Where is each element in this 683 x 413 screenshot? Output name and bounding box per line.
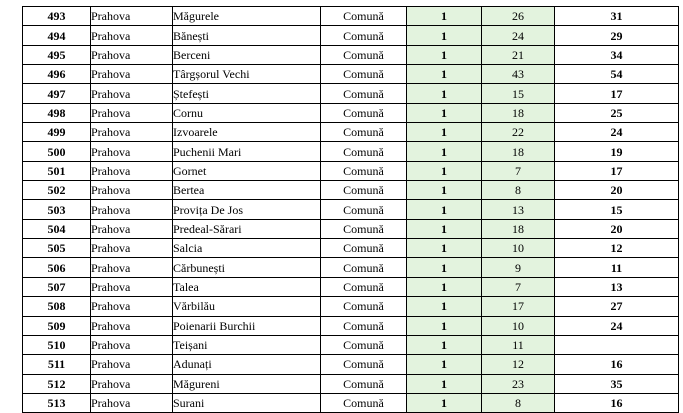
value-a-cell: 1 (407, 335, 482, 354)
value-b-cell: 11 (482, 335, 555, 354)
value-a-cell: 1 (407, 45, 482, 64)
locality-name-cell: Bănești (173, 26, 321, 45)
value-b-cell: 23 (482, 374, 555, 393)
locality-name-cell: Cărbunești (173, 258, 321, 277)
total-cell: 16 (555, 355, 679, 374)
county-cell: Prahova (91, 65, 173, 84)
value-a-cell: 1 (407, 200, 482, 219)
county-cell: Prahova (91, 393, 173, 412)
table-row (23, 297, 679, 316)
county-cell: Prahova (91, 219, 173, 238)
locality-type-cell: Comună (321, 7, 407, 26)
table-row (23, 123, 679, 142)
value-a-cell: 1 (407, 297, 482, 316)
table-row (23, 258, 679, 277)
table-row (23, 26, 679, 45)
table-row (23, 142, 679, 161)
locality-type-cell: Comună (321, 84, 407, 103)
value-b-cell: 18 (482, 219, 555, 238)
table-row (23, 181, 679, 200)
value-a-cell: 1 (407, 161, 482, 180)
locality-name-cell: Salcia (173, 239, 321, 258)
value-a-cell: 1 (407, 7, 482, 26)
locality-type-cell: Comună (321, 142, 407, 161)
table-row (23, 103, 679, 122)
table-row (23, 219, 679, 238)
locality-name-cell: Poienarii Burchii (173, 316, 321, 335)
locality-name-cell: Bertea (173, 181, 321, 200)
total-cell: 17 (555, 161, 679, 180)
value-b-cell: 12 (482, 355, 555, 374)
locality-type-cell: Comună (321, 374, 407, 393)
locality-name-cell: Măgurele (173, 7, 321, 26)
row-number-cell: 511 (23, 355, 91, 374)
locality-type-cell: Comună (321, 355, 407, 374)
locality-type-cell: Comună (321, 297, 407, 316)
locality-type-cell: Comună (321, 316, 407, 335)
county-cell: Prahova (91, 142, 173, 161)
table-body (23, 7, 679, 413)
value-b-cell: 8 (482, 393, 555, 412)
locality-type-cell: Comună (321, 65, 407, 84)
row-number-cell: 507 (23, 277, 91, 296)
value-b-cell: 10 (482, 316, 555, 335)
value-b-cell: 26 (482, 7, 555, 26)
total-cell: 16 (555, 393, 679, 412)
table-row (23, 355, 679, 374)
total-cell: 25 (555, 103, 679, 122)
row-number-cell: 497 (23, 84, 91, 103)
value-a-cell: 1 (407, 258, 482, 277)
value-b-cell: 43 (482, 65, 555, 84)
total-cell: 31 (555, 7, 679, 26)
locality-name-cell: Târgșorul Vechi (173, 65, 321, 84)
row-number-cell: 505 (23, 239, 91, 258)
value-a-cell: 1 (407, 65, 482, 84)
value-b-cell: 18 (482, 103, 555, 122)
locality-type-cell: Comună (321, 161, 407, 180)
value-b-cell: 17 (482, 297, 555, 316)
total-cell: 20 (555, 181, 679, 200)
value-b-cell: 13 (482, 200, 555, 219)
row-number-cell: 495 (23, 45, 91, 64)
county-cell: Prahova (91, 26, 173, 45)
value-b-cell: 24 (482, 26, 555, 45)
value-a-cell: 1 (407, 103, 482, 122)
locality-type-cell: Comună (321, 200, 407, 219)
row-number-cell: 508 (23, 297, 91, 316)
row-number-cell: 510 (23, 335, 91, 354)
table-row (23, 84, 679, 103)
table-row (23, 277, 679, 296)
locality-name-cell: Cornu (173, 103, 321, 122)
county-cell: Prahova (91, 7, 173, 26)
row-number-cell: 506 (23, 258, 91, 277)
total-cell: 13 (555, 277, 679, 296)
county-cell: Prahova (91, 181, 173, 200)
value-b-cell: 8 (482, 181, 555, 200)
total-cell: 24 (555, 123, 679, 142)
row-number-cell: 501 (23, 161, 91, 180)
locality-name-cell: Provița De Jos (173, 200, 321, 219)
county-cell: Prahova (91, 84, 173, 103)
locality-name-cell: Gornet (173, 161, 321, 180)
value-b-cell: 10 (482, 239, 555, 258)
total-cell: 15 (555, 200, 679, 219)
value-a-cell: 1 (407, 26, 482, 45)
row-number-cell: 496 (23, 65, 91, 84)
localities-table (22, 6, 679, 413)
row-number-cell: 502 (23, 181, 91, 200)
total-cell: 54 (555, 65, 679, 84)
locality-name-cell: Teișani (173, 335, 321, 354)
row-number-cell: 509 (23, 316, 91, 335)
value-a-cell: 1 (407, 181, 482, 200)
locality-name-cell: Talea (173, 277, 321, 296)
table-row (23, 316, 679, 335)
total-cell: 27 (555, 297, 679, 316)
value-a-cell: 1 (407, 84, 482, 103)
row-number-cell: 512 (23, 374, 91, 393)
row-number-cell: 494 (23, 26, 91, 45)
locality-name-cell: Izvoarele (173, 123, 321, 142)
locality-name-cell: Măgureni (173, 374, 321, 393)
locality-type-cell: Comună (321, 103, 407, 122)
locality-type-cell: Comună (321, 181, 407, 200)
row-number-cell: 504 (23, 219, 91, 238)
value-a-cell: 1 (407, 123, 482, 142)
table-row (23, 161, 679, 180)
total-cell: 34 (555, 45, 679, 64)
county-cell: Prahova (91, 258, 173, 277)
value-a-cell: 1 (407, 219, 482, 238)
locality-name-cell: Vărbilău (173, 297, 321, 316)
county-cell: Prahova (91, 316, 173, 335)
table-row (23, 239, 679, 258)
row-number-cell: 513 (23, 393, 91, 412)
county-cell: Prahova (91, 123, 173, 142)
locality-type-cell: Comună (321, 393, 407, 412)
value-a-cell: 1 (407, 316, 482, 335)
value-b-cell: 15 (482, 84, 555, 103)
total-cell: 12 (555, 239, 679, 258)
table-row (23, 45, 679, 64)
value-a-cell: 1 (407, 374, 482, 393)
value-a-cell: 1 (407, 393, 482, 412)
value-b-cell: 22 (482, 123, 555, 142)
value-a-cell: 1 (407, 355, 482, 374)
table-row (23, 7, 679, 26)
total-cell (555, 335, 679, 354)
county-cell: Prahova (91, 161, 173, 180)
table-row (23, 200, 679, 219)
county-cell: Prahova (91, 355, 173, 374)
locality-name-cell: Berceni (173, 45, 321, 64)
value-b-cell: 7 (482, 277, 555, 296)
county-cell: Prahova (91, 239, 173, 258)
locality-type-cell: Comună (321, 335, 407, 354)
total-cell: 19 (555, 142, 679, 161)
county-cell: Prahova (91, 297, 173, 316)
locality-type-cell: Comună (321, 239, 407, 258)
row-number-cell: 498 (23, 103, 91, 122)
total-cell: 29 (555, 26, 679, 45)
county-cell: Prahova (91, 374, 173, 393)
locality-type-cell: Comună (321, 219, 407, 238)
county-cell: Prahova (91, 45, 173, 64)
locality-name-cell: Predeal-Sărari (173, 219, 321, 238)
table-row (23, 65, 679, 84)
value-a-cell: 1 (407, 142, 482, 161)
table-row (23, 374, 679, 393)
county-cell: Prahova (91, 335, 173, 354)
value-b-cell: 7 (482, 161, 555, 180)
locality-type-cell: Comună (321, 258, 407, 277)
total-cell: 24 (555, 316, 679, 335)
table-row (23, 393, 679, 412)
total-cell: 17 (555, 84, 679, 103)
value-a-cell: 1 (407, 277, 482, 296)
locality-type-cell: Comună (321, 277, 407, 296)
value-a-cell: 1 (407, 239, 482, 258)
locality-type-cell: Comună (321, 123, 407, 142)
total-cell: 20 (555, 219, 679, 238)
value-b-cell: 18 (482, 142, 555, 161)
county-cell: Prahova (91, 200, 173, 219)
value-b-cell: 21 (482, 45, 555, 64)
total-cell: 11 (555, 258, 679, 277)
county-cell: Prahova (91, 103, 173, 122)
value-b-cell: 9 (482, 258, 555, 277)
row-number-cell: 499 (23, 123, 91, 142)
locality-name-cell: Puchenii Mari (173, 142, 321, 161)
locality-name-cell: Surani (173, 393, 321, 412)
table-row (23, 335, 679, 354)
locality-type-cell: Comună (321, 45, 407, 64)
total-cell: 35 (555, 374, 679, 393)
row-number-cell: 503 (23, 200, 91, 219)
locality-name-cell: Ștefești (173, 84, 321, 103)
row-number-cell: 500 (23, 142, 91, 161)
locality-type-cell: Comună (321, 26, 407, 45)
locality-name-cell: Adunați (173, 355, 321, 374)
row-number-cell: 493 (23, 7, 91, 26)
county-cell: Prahova (91, 277, 173, 296)
